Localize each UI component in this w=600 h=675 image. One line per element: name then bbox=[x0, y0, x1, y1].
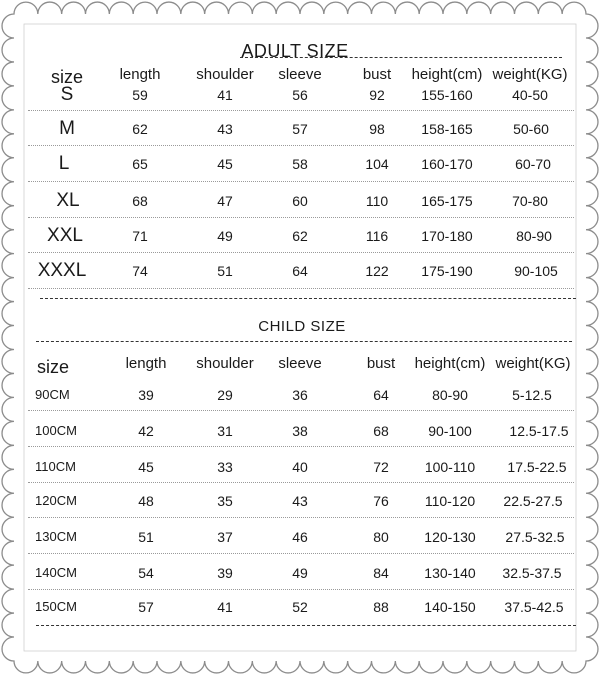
adult-cell: 170-180 bbox=[421, 228, 473, 244]
adult-header-shoulder: shoulder bbox=[196, 66, 254, 83]
adult-size-label: XXXL bbox=[37, 260, 87, 281]
adult-row-separator bbox=[28, 181, 574, 182]
child-cell: 68 bbox=[373, 423, 389, 439]
child-cell: 37 bbox=[217, 529, 233, 545]
child-cell: 5-12.5 bbox=[512, 387, 552, 403]
adult-cell: 80-90 bbox=[516, 228, 552, 244]
child-cell: 72 bbox=[373, 459, 389, 475]
adult-row-separator bbox=[28, 252, 574, 253]
adult-cell: 110 bbox=[365, 193, 389, 209]
adult-size-title: ADULT SIZE bbox=[241, 41, 349, 61]
child-cell: 57 bbox=[138, 599, 154, 615]
child-size-label: 130CM bbox=[35, 529, 77, 544]
child-cell: 88 bbox=[373, 599, 389, 615]
adult-size-label: XL bbox=[56, 190, 80, 211]
child-cell: 40 bbox=[292, 459, 308, 475]
adult-size-label: XXL bbox=[47, 225, 83, 246]
adult-cell: 58 bbox=[292, 156, 308, 172]
child-cell: 33 bbox=[217, 459, 233, 475]
child-cell: 45 bbox=[138, 459, 154, 475]
child-cell: 32.5-37.5 bbox=[502, 565, 562, 581]
child-size-label: 140CM bbox=[35, 565, 77, 580]
child-row-separator bbox=[28, 482, 574, 483]
adult-cell: 57 bbox=[292, 121, 308, 137]
child-header-heightcm: height(cm) bbox=[414, 355, 486, 372]
child-size-label: 90CM bbox=[35, 387, 70, 402]
child-size-label: 150CM bbox=[35, 599, 77, 614]
child-cell: 38 bbox=[292, 423, 308, 439]
child-cell: 36 bbox=[292, 387, 308, 403]
adult-cell: 65 bbox=[132, 156, 148, 172]
child-cell: 52 bbox=[292, 599, 308, 615]
child-cell: 51 bbox=[138, 529, 154, 545]
child-row-separator bbox=[28, 410, 574, 411]
child-cell: 140-150 bbox=[424, 599, 476, 615]
child-header-length: length bbox=[125, 355, 167, 372]
adult-cell: 122 bbox=[365, 263, 389, 279]
child-cell: 130-140 bbox=[424, 565, 476, 581]
adult-cell: 49 bbox=[217, 228, 233, 244]
adult-cell: 74 bbox=[132, 263, 148, 279]
adult-cell: 59 bbox=[132, 87, 148, 103]
adult-header-length: length bbox=[119, 66, 161, 83]
child-cell: 31 bbox=[217, 423, 233, 439]
adult-header-bust: bust bbox=[362, 66, 392, 83]
child-header-bust: bust bbox=[366, 355, 396, 372]
child-cell: 49 bbox=[292, 565, 308, 581]
adult-cell: 60 bbox=[292, 193, 308, 209]
child-header-weightkg: weight(KG) bbox=[495, 355, 571, 372]
child-cell: 17.5-22.5 bbox=[507, 459, 567, 475]
adult-cell: 98 bbox=[369, 121, 385, 137]
adult-cell: 70-80 bbox=[512, 193, 548, 209]
adult-cell: 41 bbox=[217, 87, 233, 103]
child-row-separator bbox=[28, 446, 574, 447]
child-header-shoulder: shoulder bbox=[196, 355, 254, 372]
child-cell: 84 bbox=[373, 565, 389, 581]
adult-cell: 116 bbox=[365, 228, 389, 244]
child-cell: 43 bbox=[292, 493, 308, 509]
child-cell: 80-90 bbox=[432, 387, 468, 403]
adult-cell: 43 bbox=[217, 121, 233, 137]
child-cell: 64 bbox=[373, 387, 389, 403]
adult-row-separator bbox=[28, 145, 574, 146]
adult-cell: 92 bbox=[369, 87, 385, 103]
child-cell: 35 bbox=[217, 493, 233, 509]
adult-cell: 62 bbox=[292, 228, 308, 244]
child-row-separator bbox=[28, 589, 574, 590]
child-cell: 46 bbox=[292, 529, 308, 545]
adult-cell: 165-175 bbox=[421, 193, 473, 209]
child-cell: 54 bbox=[138, 565, 154, 581]
adult-cell: 104 bbox=[365, 156, 389, 172]
adult-cell: 175-190 bbox=[421, 263, 473, 279]
child-size-label: 100CM bbox=[35, 423, 77, 438]
adult-row-separator bbox=[28, 110, 574, 111]
adult-cell: 71 bbox=[132, 228, 148, 244]
adult-cell: 90-105 bbox=[514, 263, 558, 279]
adult-size-label: S bbox=[60, 84, 74, 105]
adult-header-weightkg: weight(KG) bbox=[492, 66, 568, 83]
child-cell: 12.5-17.5 bbox=[509, 423, 569, 439]
adult-cell: 56 bbox=[292, 87, 308, 103]
child-cell: 48 bbox=[138, 493, 154, 509]
adult-cell: 155-160 bbox=[421, 87, 473, 103]
adult-cell: 62 bbox=[132, 121, 148, 137]
adult-cell: 64 bbox=[292, 263, 308, 279]
child-cell: 100-110 bbox=[424, 459, 476, 475]
child-cell: 37.5-42.5 bbox=[504, 599, 564, 615]
adult-row-separator bbox=[28, 217, 574, 218]
adult-cell: 47 bbox=[217, 193, 233, 209]
child-cell: 27.5-32.5 bbox=[505, 529, 565, 545]
adult-cell: 45 bbox=[217, 156, 233, 172]
child-cell: 110-120 bbox=[424, 493, 476, 509]
adult-header-size: size bbox=[51, 67, 84, 87]
child-header-size: size bbox=[37, 357, 70, 377]
adult-cell: 68 bbox=[132, 193, 148, 209]
child-cell: 41 bbox=[217, 599, 233, 615]
child-title-dash bbox=[36, 341, 572, 342]
child-cell: 76 bbox=[373, 493, 389, 509]
adult-cell: 51 bbox=[217, 263, 233, 279]
adult-header-heightcm: height(cm) bbox=[411, 66, 483, 83]
child-cell: 39 bbox=[138, 387, 154, 403]
child-cell: 42 bbox=[138, 423, 154, 439]
adult-cell: 40-50 bbox=[512, 87, 548, 103]
child-header-sleeve: sleeve bbox=[278, 355, 322, 372]
child-cell: 120-130 bbox=[424, 529, 476, 545]
child-cell: 39 bbox=[217, 565, 233, 581]
child-size-label: 110CM bbox=[35, 459, 76, 474]
child-cell: 22.5-27.5 bbox=[503, 493, 563, 509]
section-divider-top bbox=[40, 298, 576, 299]
adult-cell: 60-70 bbox=[515, 156, 551, 172]
adult-size-label: M bbox=[59, 118, 75, 139]
adult-cell: 158-165 bbox=[421, 121, 473, 137]
adult-cell: 160-170 bbox=[421, 156, 473, 172]
adult-title-dash bbox=[240, 57, 562, 58]
adult-size-label: L bbox=[58, 153, 70, 174]
adult-cell: 50-60 bbox=[513, 121, 549, 137]
child-row-separator bbox=[28, 517, 574, 518]
adult-row-separator bbox=[28, 288, 574, 289]
child-size-label: 120CM bbox=[35, 493, 77, 508]
child-cell: 80 bbox=[373, 529, 389, 545]
child-size-title: CHILD SIZE bbox=[258, 318, 346, 335]
child-cell: 29 bbox=[217, 387, 233, 403]
child-row-separator bbox=[28, 553, 574, 554]
bottom-divider bbox=[36, 625, 576, 626]
child-cell: 90-100 bbox=[428, 423, 472, 439]
adult-header-sleeve: sleeve bbox=[278, 66, 322, 83]
